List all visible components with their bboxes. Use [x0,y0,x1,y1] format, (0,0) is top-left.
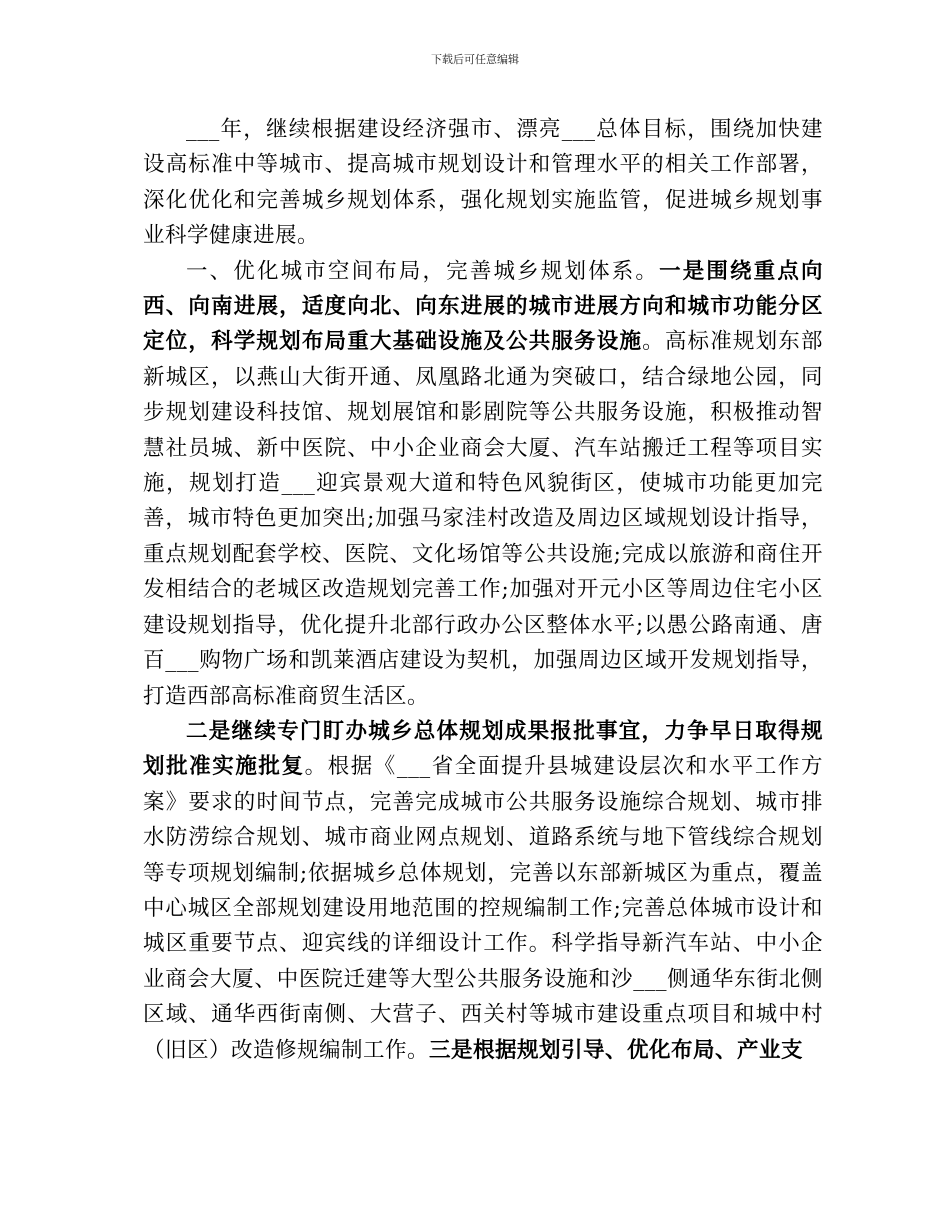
text-run: ___年，继续根据建设经济强市、漂亮___总体目标，围绕加快建设高标准中等城市、提高城市规划设计和管理水平的相关工作部署，深化优化和完善城乡规划体系，强化规划实施监管，促进城乡规划事业科学健康进展。 [143,117,823,249]
text-run: 。高标准规划东部新城区，以燕山大街开通、凤凰路北通为突破口，结合绿地公园，同步规划建设科技馆、规划展馆和影剧院等公共服务设施，积极推动智慧社员城、新中医院、中小企业商会大厦、汽车站搬迁工程等项目实施，规划打造___迎宾景观大道和特色风貌街区，使城市功能更加完善，城市特色更加突出;加强马家洼村改造及周边区域规划设计指导，重点规划配套学校、医院、文化场馆等公共设施;完成以旅游和商住开发相结合的老城区改造规划完善工作;加强对开元小区等周边住宅小区建设规划指导，优化提升北部行政办公区整体水平;以愚公路南通、唐百___购物广场和凯莱酒店建设为契机，加强周边区域开发规划指导，打造西部高标准商贸生活区。 [143,329,823,709]
bold-text-run: 一是围绕重点向西、向南进展，适度向北、向东进展的城市进展方向和城市功能分区定位，科学规划布局重大基础设施及公共服务设施 [143,258,823,355]
paragraph-section-one [143,254,823,714]
bold-text-run: 二是继续专门盯办城乡总体规划成果报批事宜，力争早日取得规划批准实施批复 [143,718,823,780]
text-run: 。根据《___省全面提升县城建设层次和水平工作方案》要求的时间节点，完善完成城市公共服务设施综合规划、城市排水防涝综合规划、城市商业网点规划、道路系统与地下管线综合规划等专项规划编制;依据城乡总体规划，完善以东部新城区为重点，覆盖中心城区全部规划建设用地范围的控规编制工作;完善总体城市设计和城区重要节点、迎宾线的详细设计工作。科学指导新汽车站、中小企业商会大厦、中医院迁建等大型公共服务设施和沙___侧通华东街北侧区域、通华西街南侧、大营子、西关村等城市建设重点项目和城中村（旧区）改造修规编制工作。 [143,754,823,1063]
bold-text-run: 三是根据规划引导、优化布局、产业支 [429,1037,804,1063]
page-header: 下载后可任意编辑 [431,53,519,66]
paragraph-intro [143,112,823,254]
paragraph-section-two [143,714,823,1068]
text-run: 一、优化城市空间布局，完善城乡规划体系。 [186,258,660,284]
document-body [143,112,823,1068]
